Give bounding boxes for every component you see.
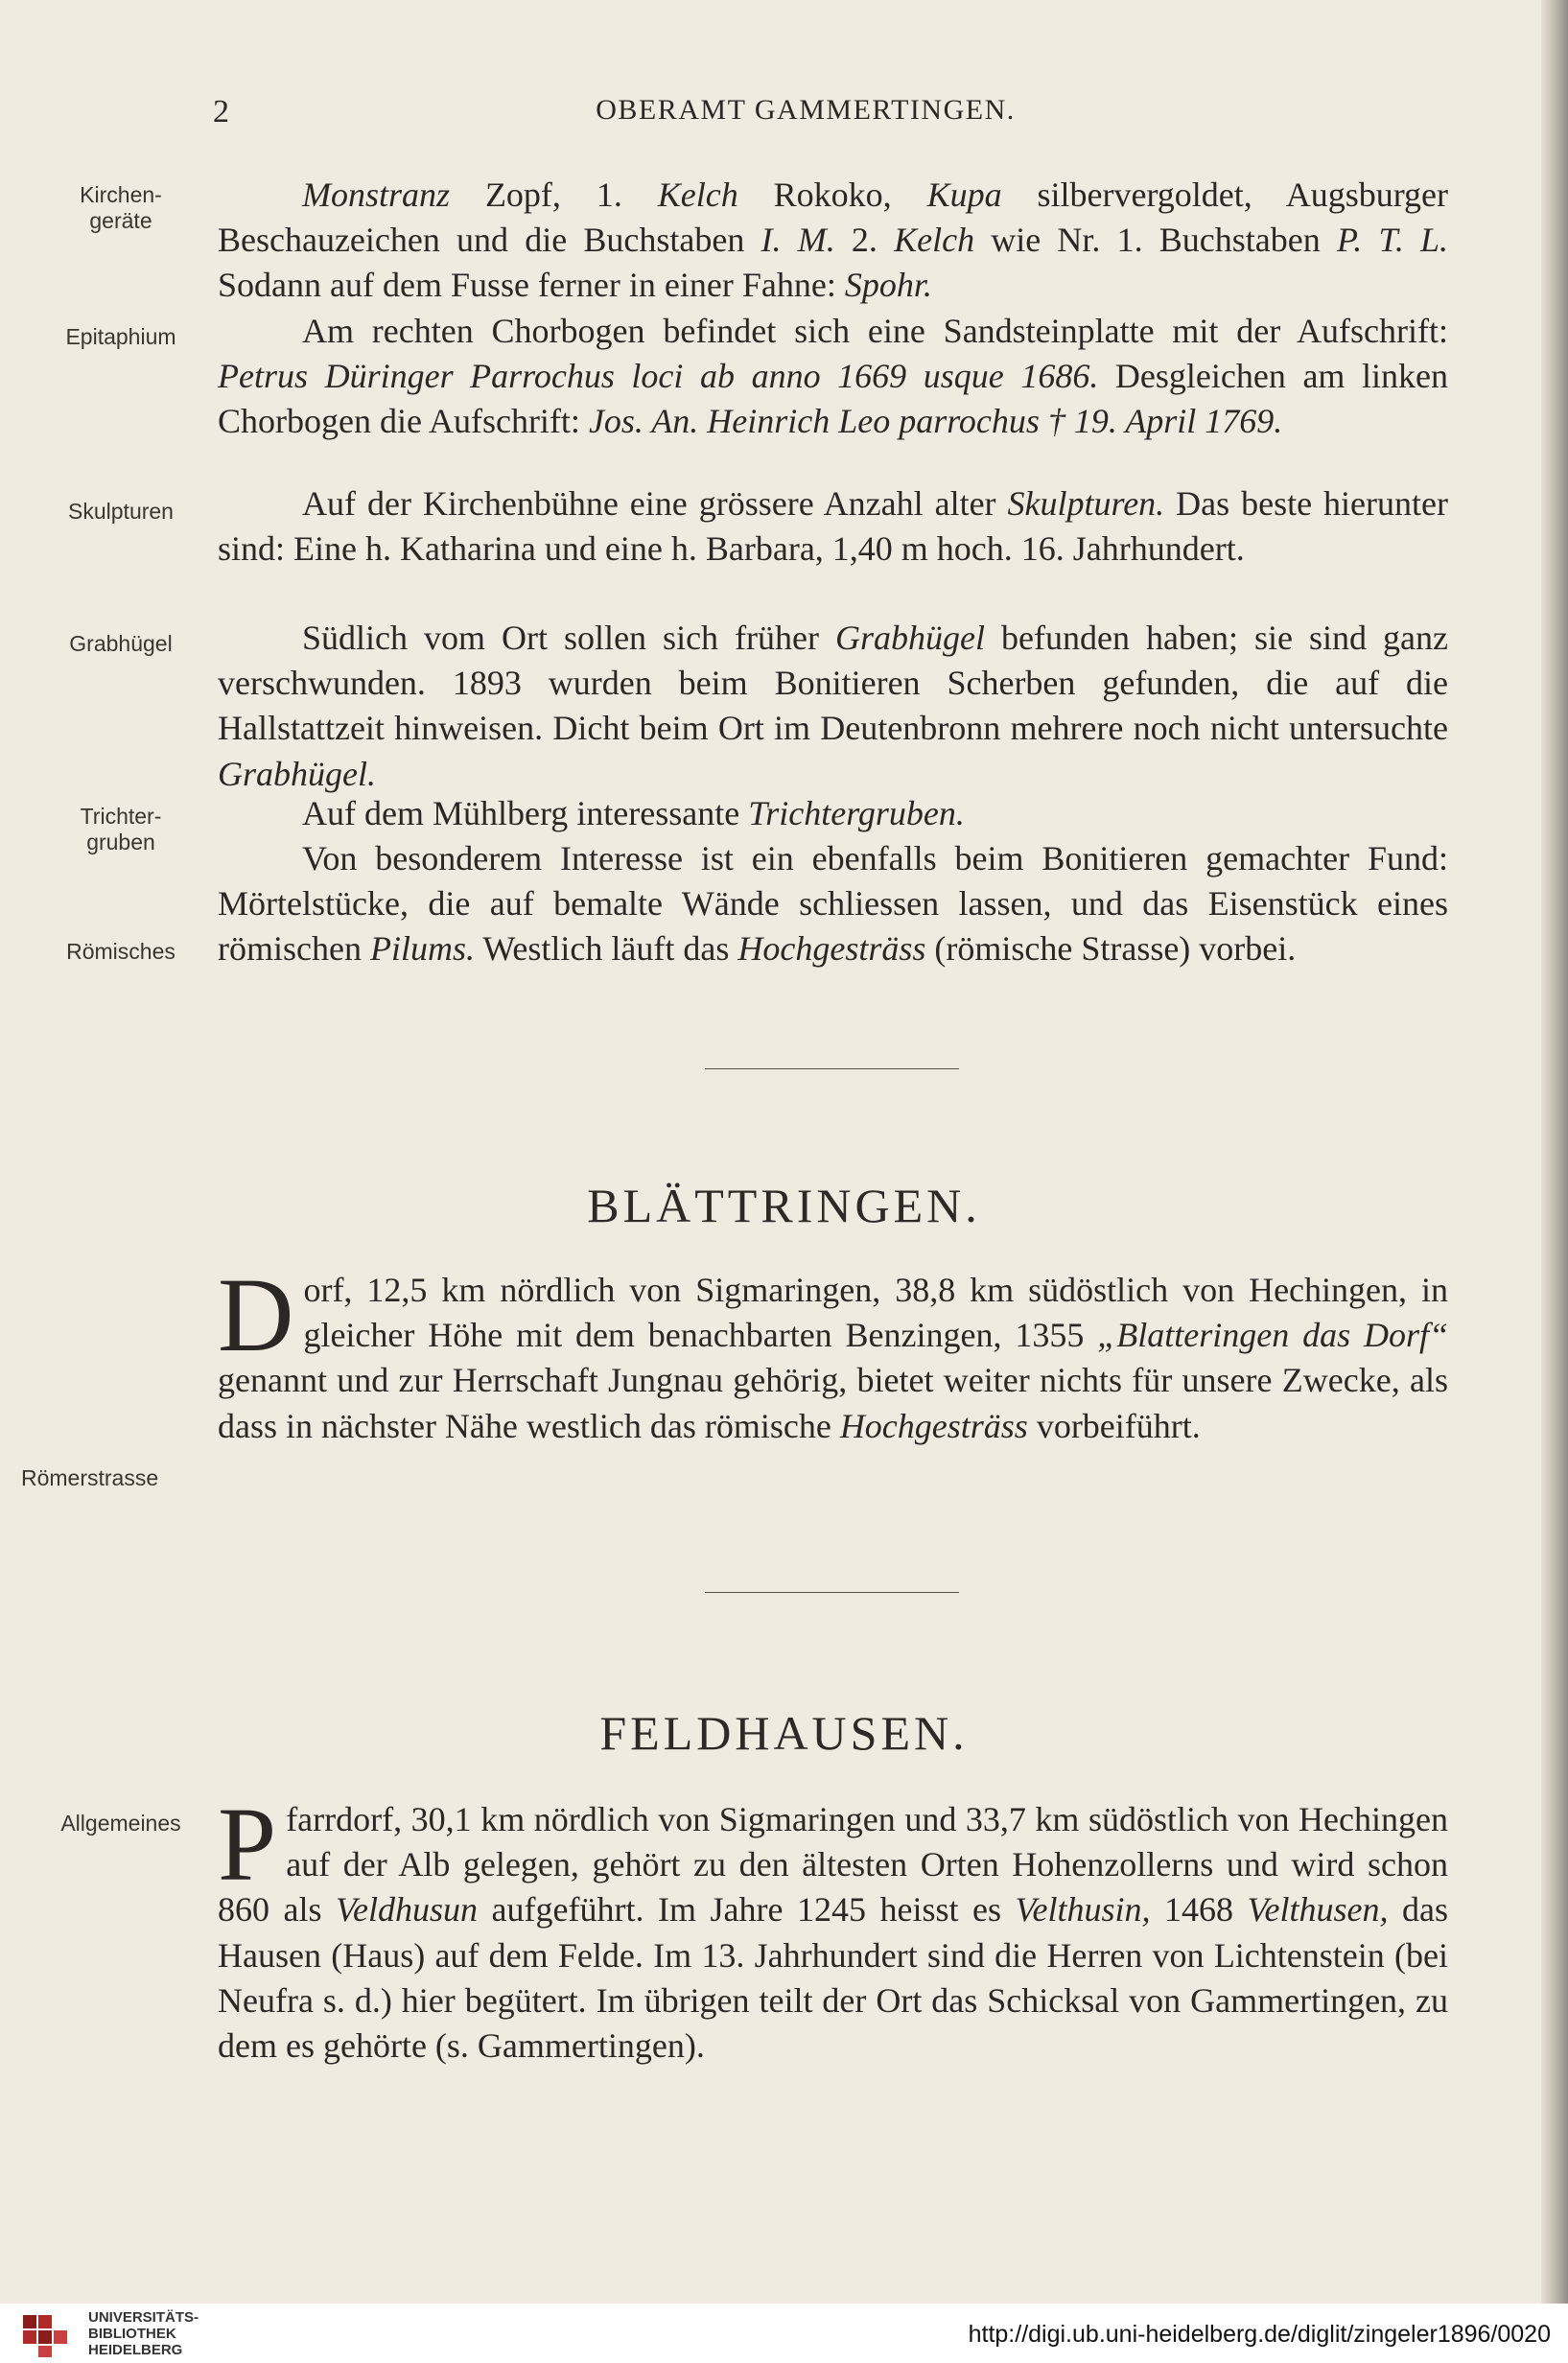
running-head (0, 94, 1568, 136)
section-divider (705, 1068, 959, 1069)
margin-note-kirchengeraete: Kirchen- geräte (80, 182, 162, 233)
margin-note-trichtergruben: Trichter- gruben (80, 804, 162, 854)
paragraph-blaettringen: Dorf, 12,5 km nördlich von Sigmaringen, 38,8 km südöstlich von Hechingen, in gleicher Höhe mit dem benachbarten Benzingen, 1355 „Blatteringen das Dorf“ genannt und zur Herrschaft Jungnau gehörig, bietet weiter nichts für unsere Zwecke, als dass in nächster Nähe westlich das römische Hochgesträss vorbeiführt. (218, 1256, 1448, 1445)
footer-bar (0, 2304, 1568, 2363)
library-name: UNIVERSITÄTS- BIBLIOTHEK HEIDELBERG (88, 2309, 199, 2358)
margin-note-roemerstrasse: Römerstrasse (21, 1465, 159, 1490)
page-number: 2 (213, 94, 229, 129)
paragraph-kirchengeraete: Monstranz Zopf, 1. Kelch Rokoko, Kupa silbervergoldet, Augsburger Beschauzeichen und die Buchstaben I. M. 2. Kelch wie Nr. 1. Buchstaben P. T. L. Sodann auf dem Fusse ferner in einer Fahne: Spohr. (218, 175, 1449, 305)
page-heading: OBERAMT GAMMERTINGEN. (596, 94, 1016, 126)
paragraph-grabhuegel: Südlich vom Ort sollen sich früher Grabhügel befunden haben; sie sind ganz verschwunden. 1893 wurden beim Bonitieren Scherben gefunden, die auf die Hallstattzeit hinweisen. Dicht beim Ort im Deutenbronn mehrere noch nicht untersuchte Grabhügel. (218, 619, 1448, 793)
margin-note-grabhuegel: Grabhügel (69, 631, 173, 656)
section-title-blaettringen: BLÄTTRINGEN. (587, 1179, 981, 1232)
dropcap-d: D (218, 1256, 294, 1373)
section-title-feldhausen: FELDHAUSEN. (599, 1706, 969, 1760)
section-divider (705, 1592, 959, 1593)
library-logo-icon (21, 2311, 79, 2359)
margin-note-roemisches: Römisches (66, 939, 176, 964)
paragraph-trichtergruben: Auf dem Mühlberg interessante Trichtergruben. (302, 794, 965, 832)
paragraph-roemisches: Von besonderem Interesse ist ein ebenfalls beim Bonitieren gemachter Fund: Mörtelstücke, die auf bemalte Wände schliessen lassen, und das Eisenstück eines römischen Pilums. Westlich läuft das Hochgesträss (römische Strasse) vorbei. (218, 839, 1448, 969)
paragraph-skulpturen: Auf der Kirchenbühne eine grössere Anzahl alter Skulpturen. Das beste hierunter sind: Eine h. Katharina und eine h. Barbara, 1,40 m hoch. 16. Jahrhundert. (218, 484, 1448, 569)
margin-note-epitaphium: Epitaphium (65, 324, 176, 349)
dropcap-p: P (218, 1786, 277, 1903)
margin-note-skulpturen: Skulpturen (68, 499, 174, 524)
paragraph-feldhausen: Pfarrdorf, 30,1 km nördlich von Sigmaringen und 33,7 km südöstlich von Hechingen auf der Alb gelegen, gehört zu den ältesten Orten Hohenzollerns und wird schon 860 als Veldhusun aufgeführt. Im Jahre 1245 heisst es Velthusin, 1468 Velthusen, das Hausen (Haus) auf dem Felde. Im 13. Jahrhundert sind die Herren von Lichtenstein (bei Neufra s. d.) hier begütert. Im übrigen teilt der Ort das Schicksal von Gammertingen, zu dem es gehörte (s. Gammertingen). (218, 1786, 1449, 2066)
paragraph-epitaphium: Am rechten Chorbogen befindet sich eine Sandsteinplatte mit der Aufschrift: Petrus Düringer Parrochus loci ab anno 1669 usque 1686. Desgleichen am linken Chorbogen die Aufschrift: Jos. An. Heinrich Leo parrochus † 19. April 1769. (218, 312, 1449, 441)
margin-note-allgemeines: Allgemeines (60, 1811, 181, 1836)
source-url-link[interactable]: http://digi.ub.uni-heidelberg.de/diglit/zingeler1896/0020 (968, 2321, 1551, 2348)
